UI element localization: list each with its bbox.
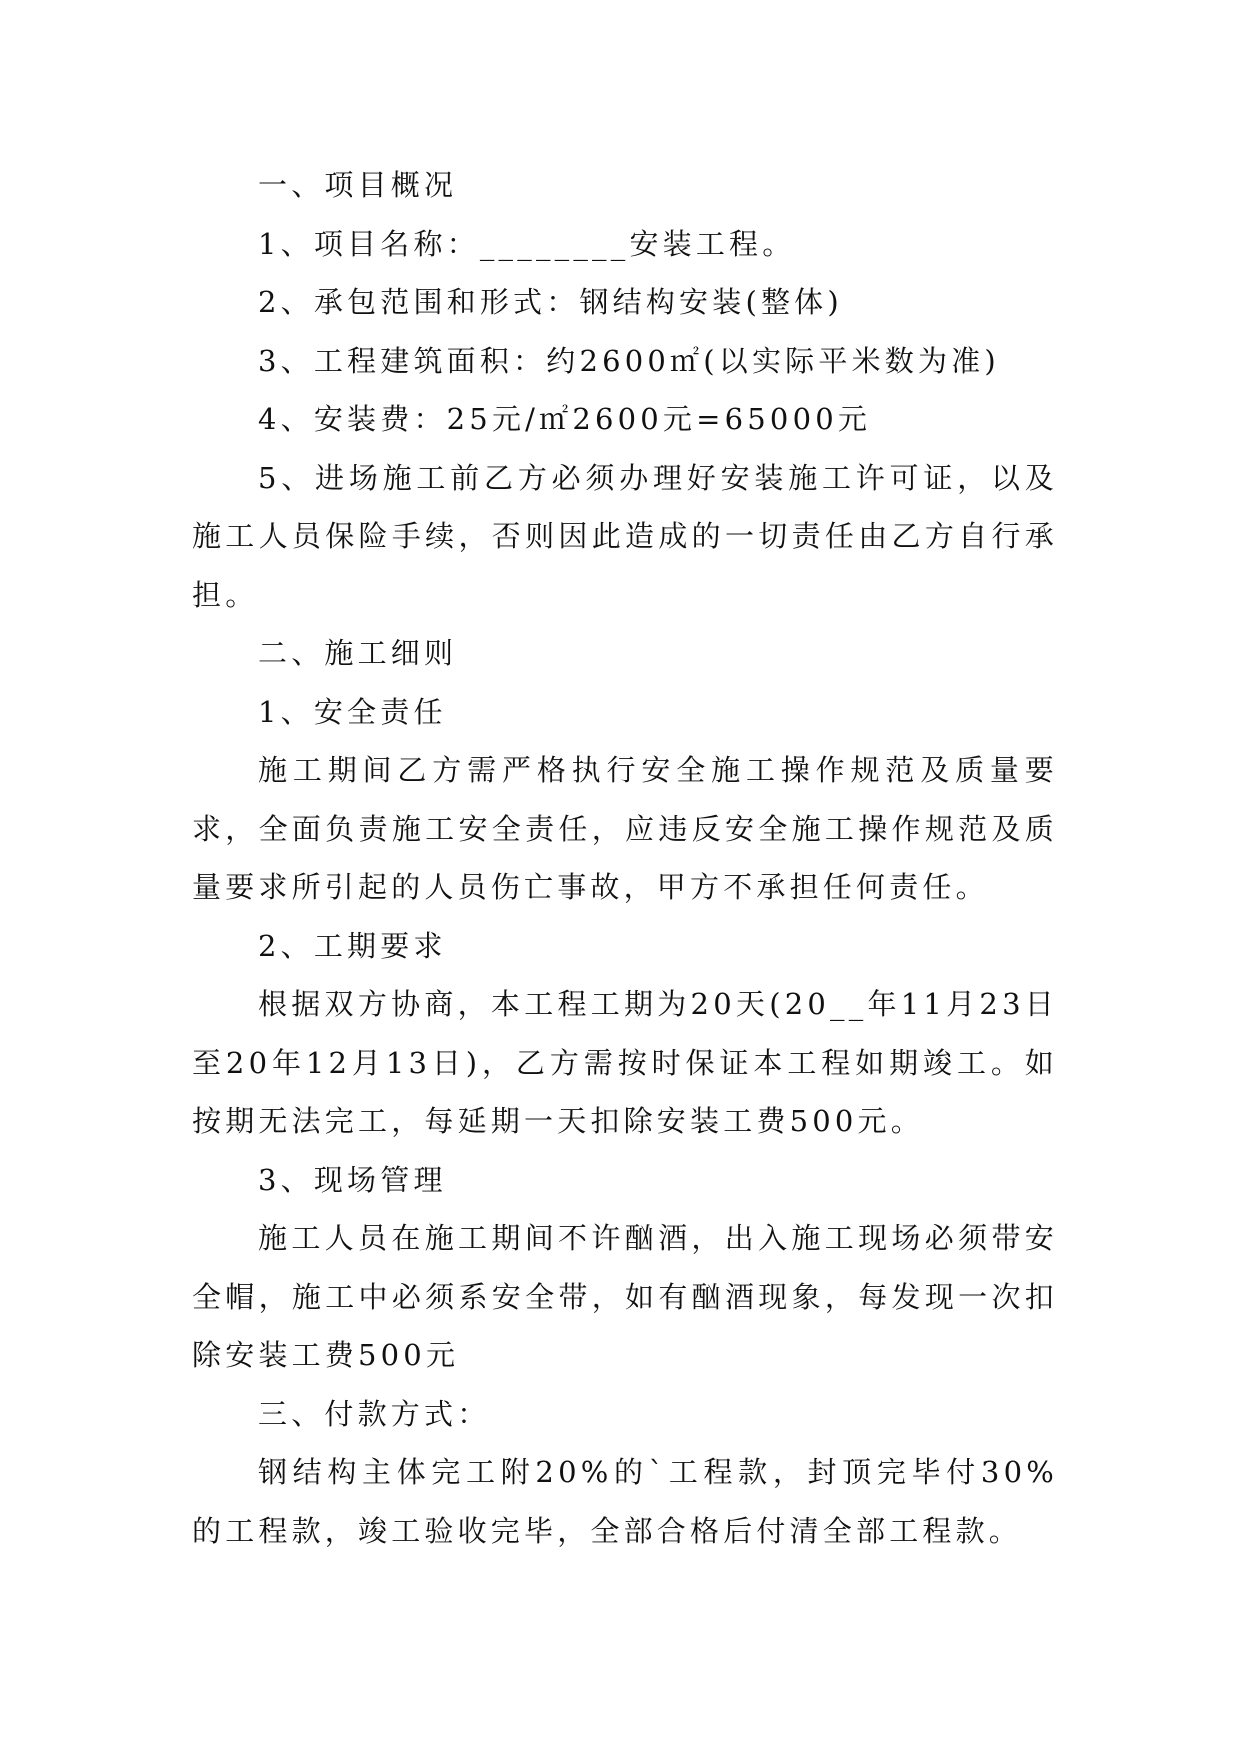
installation-fee-line: 4、安装费：25元/㎡2600元=65000元 [258, 402, 872, 436]
document-body [192, 156, 1058, 1560]
section-heading-overview: 一、项目概况 [258, 168, 458, 202]
permit-requirement-paragraph: 5、进场施工前乙方必须办理好安装施工许可证，以及施工人员保险手续，否则因此造成的一切责任由乙方自行承担。 [192, 460, 1058, 612]
building-area-line: 3、工程建筑面积：约2600㎡(以实际平米数为准) [258, 343, 1000, 378]
schedule-paragraph: 根据双方协商，本工程工期为20天(20__年11月23日至20年12月13日)，乙方需按时保证本工程如期竣工。如按期无法完工，每延期一天扣除安装工费500元。 [192, 987, 1058, 1138]
contract-scope-line: 2、承包范围和形式：钢结构安装(整体) [258, 285, 843, 319]
project-name-line: 1、项目名称：________安装工程。 [258, 226, 796, 261]
subheading-site-management: 3、现场管理 [258, 1162, 447, 1197]
payment-paragraph: 钢结构主体完工附20%的`工程款，封顶完毕付30%的工程款，竣工验收完毕，全部合格后付清全部工程款。 [192, 1455, 1058, 1548]
section-heading-payment: 三、付款方式： [258, 1396, 491, 1431]
section-heading-construction-rules: 二、施工细则 [258, 636, 458, 670]
subheading-safety: 1、安全责任 [258, 694, 447, 729]
subheading-schedule: 2、工期要求 [258, 928, 447, 963]
site-management-paragraph: 施工人员在施工期间不许酗酒，出入施工现场必须带安全帽，施工中必须系安全带，如有酗酒现象，每发现一次扣除安装工费500元 [192, 1221, 1058, 1372]
safety-paragraph: 施工期间乙方需严格执行安全施工操作规范及质量要求，全面负责施工安全责任，应违反安全施工操作规范及质量要求所引起的人员伤亡事故，甲方不承担任何责任。 [192, 753, 1058, 904]
